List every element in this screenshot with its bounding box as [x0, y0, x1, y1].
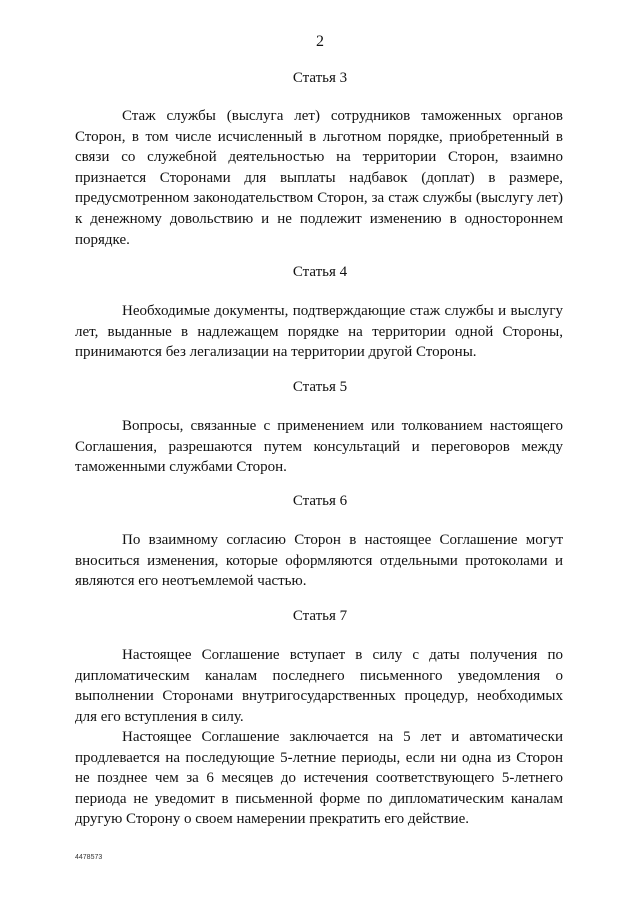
article-5-heading: Статья 5: [292, 379, 348, 395]
document-code: 4478573: [75, 854, 103, 861]
article-7-paragraph-2: Настоящее Соглашение заключается на 5 лет и автоматически продлевается на последующие 5-летние периоды, если ни одна из Сторон не позднее чем за 6 месяцев до истечения соответствующего 5-летнего периода не уведомит в письменной форме по дипломатическим каналам другую Сторону о своем намерении прекратить его действие.: [75, 729, 563, 828]
article-6-paragraph: По взаимному согласию Сторон в настоящее Соглашение могут вноситься изменения, которые оформляются отдельными протоколами и являются его неотъемлемой частью.: [75, 532, 563, 590]
article-3-paragraph: Стаж службы (выслуга лет) сотрудников таможенных органов Сторон, в том числе исчисленный в льготном порядке, приобретенный в связи со служебной деятельностью на территории Сторон, взаимно признается Сторонами для выплаты надбавок (доплат) в размере, предусмотренном законодательством Сторон, за стаж службы (выслугу лет) к денежному довольствию и не подлежит изменению в одностороннем порядке.: [75, 108, 563, 248]
article-4-paragraph: Необходимые документы, подтверждающие стаж службы и выслугу лет, выданные в надлежащем порядке на территории одной Стороны, принимаются без легализации на территории другой Стороны.: [75, 303, 563, 361]
page-number: 2: [316, 33, 324, 50]
article-6-heading: Статья 6: [292, 493, 348, 509]
article-7-heading: Статья 7: [292, 608, 348, 624]
article-4-heading: Статья 4: [292, 264, 348, 280]
article-7-paragraph-1: Настоящее Соглашение вступает в силу с даты получения по дипломатическим каналам последнего письменного уведомления о выполнении Сторонами внутригосударственных процедур, необходимых для его вступления в силу.: [75, 647, 563, 725]
article-3-heading: Статья 3: [292, 70, 348, 86]
article-5-paragraph: Вопросы, связанные с применением или толкованием настоящего Соглашения, разрешаются путем консультаций и переговоров между таможенными службами Сторон.: [75, 418, 563, 476]
